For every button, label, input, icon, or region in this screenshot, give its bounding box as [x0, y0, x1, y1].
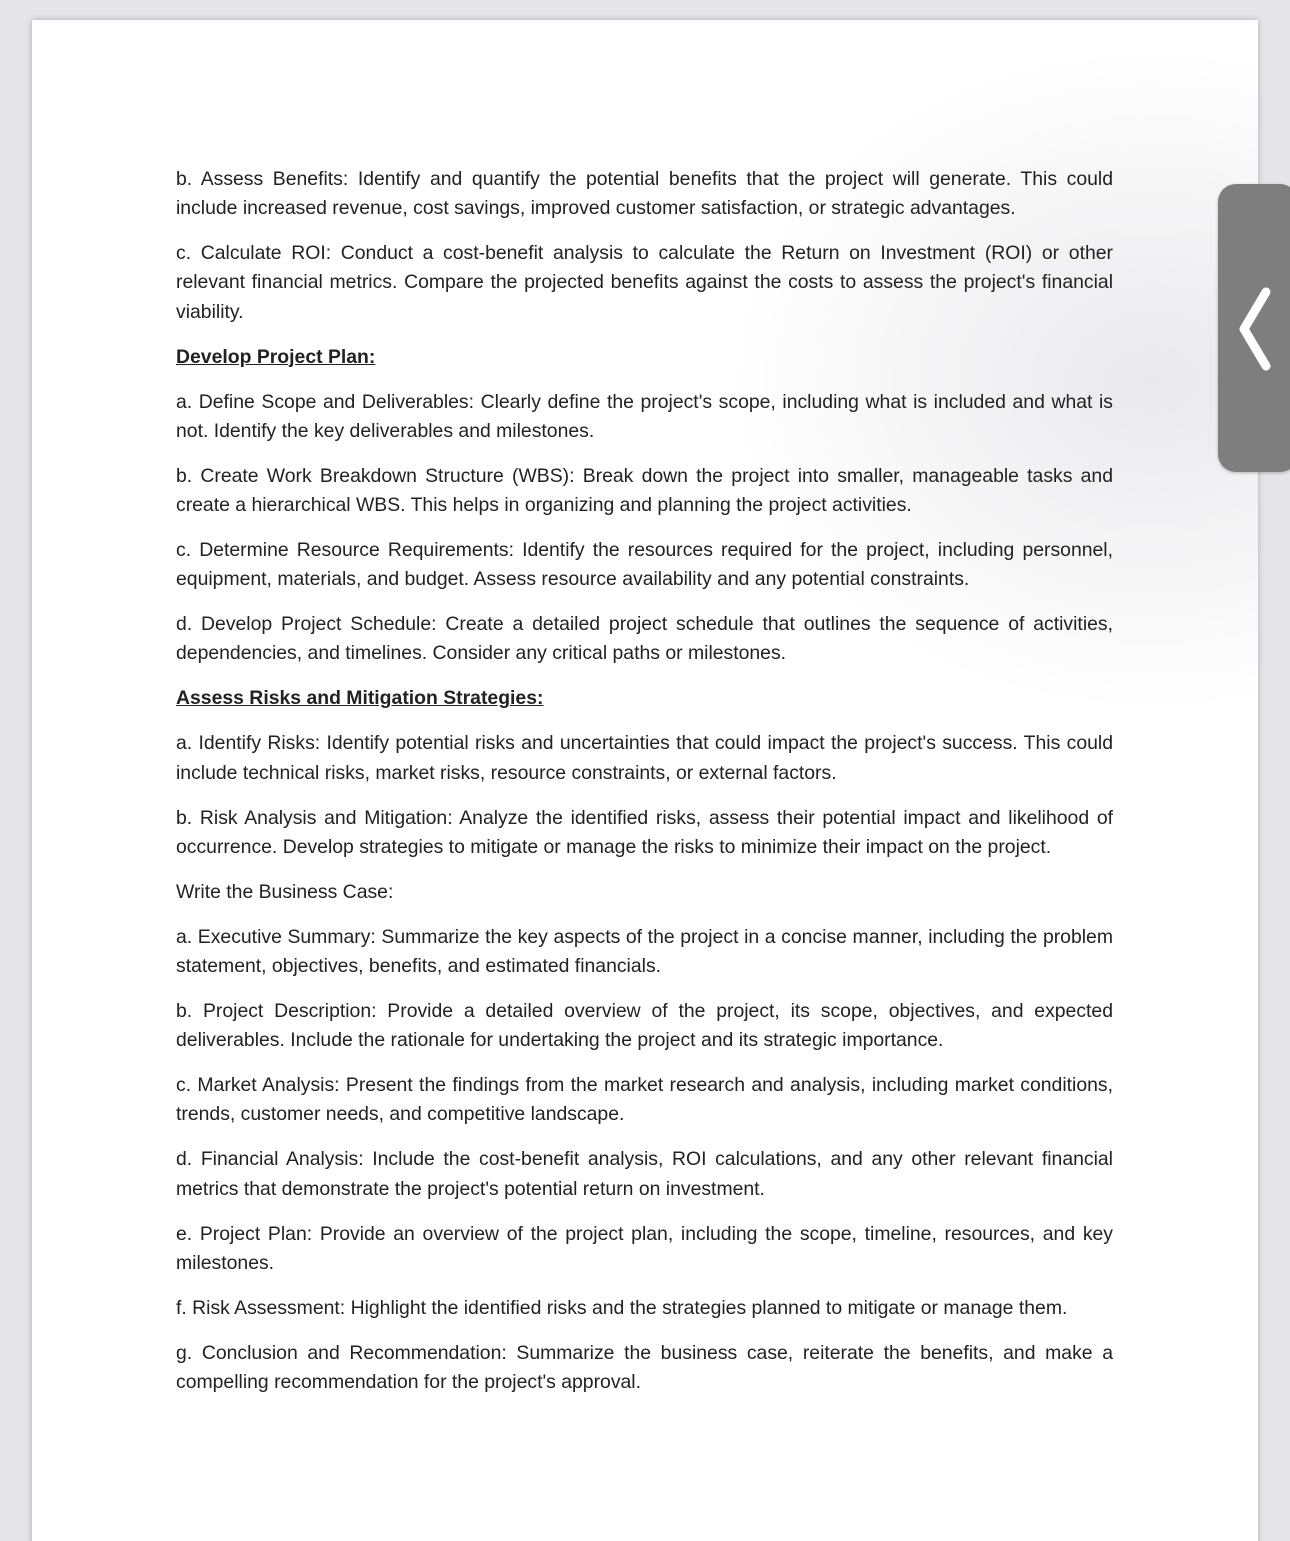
paragraph-project-schedule: d. Develop Project Schedule: Create a detailed project schedule that outlines the sequence of activities, dependencies, and timelines. Consider any critical paths or milestones. — [176, 613, 1113, 665]
chevron-left-icon — [1236, 284, 1272, 374]
heading-develop-project-plan: Develop Project Plan: — [176, 345, 376, 368]
paragraph-define-scope: a. Define Scope and Deliverables: Clearly define the project's scope, including what is included and what is not. Identify the key deliverables and milestones. — [176, 390, 1113, 442]
paragraph-risk-assessment: f. Risk Assessment: Highlight the identified risks and the strategies planned to mitigate or manage them. — [176, 1296, 1068, 1319]
paragraph-risk-analysis: b. Risk Analysis and Mitigation: Analyze the identified risks, assess their potential impact and likelihood of occurrence. Develop strategies to mitigate or manage the risks to minimize their impact on the project. — [176, 806, 1113, 858]
paragraph-conclusion: g. Conclusion and Recommendation: Summarize the business case, reiterate the benefits, and make a compelling recommendation for the project's approval. — [176, 1341, 1113, 1394]
paragraph-calculate-roi: c. Calculate ROI: Conduct a cost-benefit analysis to calculate the Return on Investment (ROI) or other relevant financial metrics. Compare the projected benefits against the costs to assess the project's financial viability. — [176, 242, 1113, 323]
document-body — [176, 165, 1113, 1413]
paragraph-identify-risks: a. Identify Risks: Identify potential risks and uncertainties that could impact the project's success. This could include technical risks, market risks, resource constraints, or external factors. — [176, 732, 1113, 784]
side-panel-toggle-button[interactable] — [1218, 184, 1290, 472]
paragraph-project-plan: e. Project Plan: Provide an overview of the project plan, including the scope, timeline, resources, and key milestones. — [176, 1222, 1113, 1274]
paragraph-create-wbs: b. Create Work Breakdown Structure (WBS): Break down the project into smaller, manageable tasks and create a hierarchical WBS. This helps in organizing and planning the project activities. — [176, 464, 1113, 517]
paragraph-executive-summary: a. Executive Summary: Summarize the key aspects of the project in a concise manner, including the problem statement, objectives, benefits, and estimated financials. — [176, 925, 1113, 978]
heading-assess-risks: Assess Risks and Mitigation Strategies: — [176, 687, 544, 710]
paragraph-project-description: b. Project Description: Provide a detailed overview of the project, its scope, objectives, and expected deliverables. Include the rationale for undertaking the project and its strategic importance. — [176, 1000, 1113, 1052]
paragraph-market-analysis: c. Market Analysis: Present the findings from the market research and analysis, including market conditions, trends, customer needs, and competitive landscape. — [176, 1074, 1113, 1126]
document-page — [32, 20, 1258, 1541]
heading-write-business-case: Write the Business Case: — [176, 880, 394, 903]
paragraph-assess-benefits: b. Assess Benefits: Identify and quantify the potential benefits that the project will generate. This could include increased revenue, cost savings, improved customer satisfaction, or strategic advantages. — [176, 168, 1113, 220]
paragraph-resource-requirements: c. Determine Resource Requirements: Identify the resources required for the project, including personnel, equipment, materials, and budget. Assess resource availability and any potential constraints. — [176, 539, 1113, 591]
paragraph-financial-analysis: d. Financial Analysis: Include the cost-benefit analysis, ROI calculations, and any other relevant financial metrics that demonstrate the project's potential return on investment. — [176, 1148, 1113, 1200]
